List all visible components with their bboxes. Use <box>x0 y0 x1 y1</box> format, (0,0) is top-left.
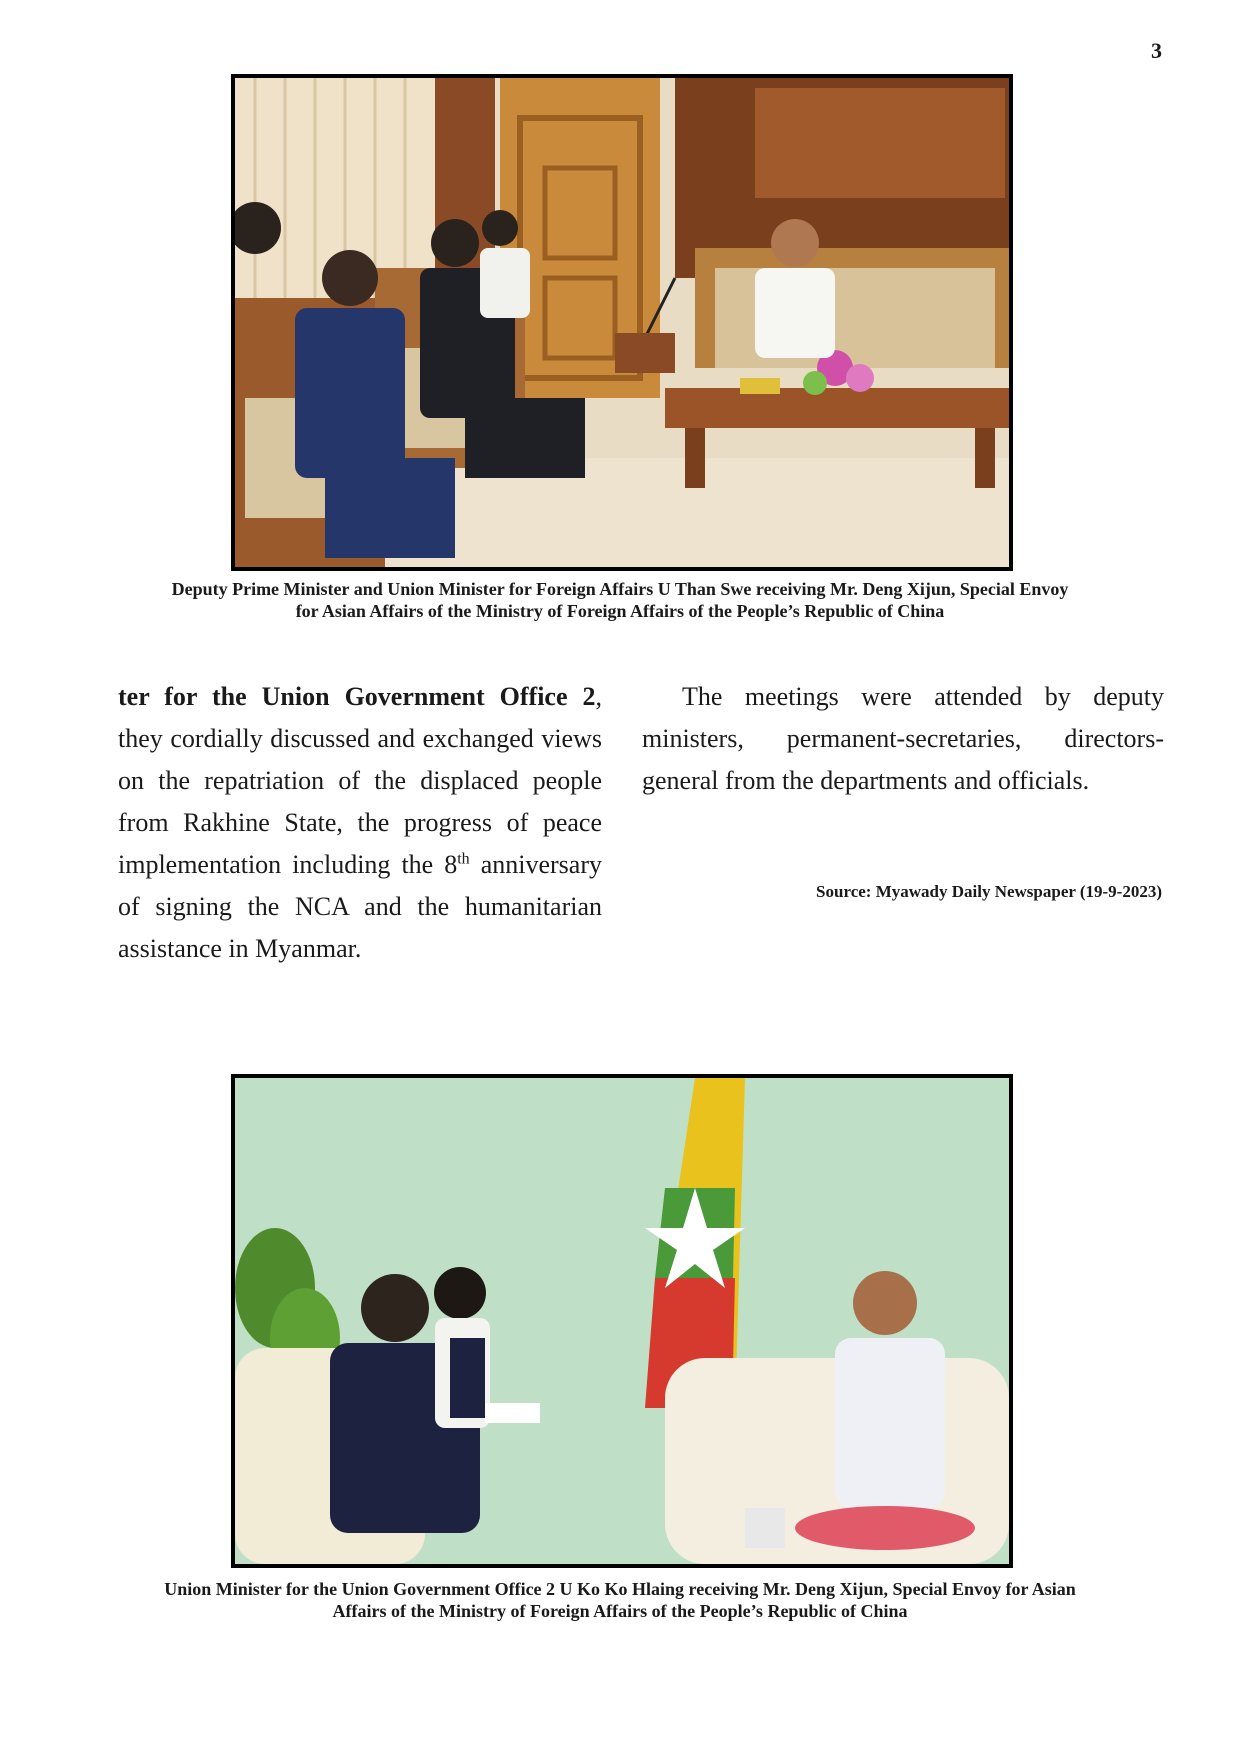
article-text-b: anniversary of signing the NCA and the humanitarian assistance in Myanmar. <box>118 850 602 963</box>
photo-caption-union-government-office: Union Minister for the Union Government Office 2 U Ko Ko Hlaing receiving Mr. Deng Xijun, Special Envoy for Asian Affairs of the Ministry of Foreign Affairs of the People’s Republic of China <box>164 1579 1076 1621</box>
source-credit: Source: Myawady Daily Newspaper (19-9-2023) <box>816 882 1162 901</box>
article-right-paragraph: The meetings were attended by deputy ministers, permanent-secretaries, directors-general from the departments and officials. <box>642 682 1164 795</box>
page-number: 3 <box>1151 38 1162 63</box>
photo-caption-foreign-affairs: Deputy Prime Minister and Union Minister for Foreign Affairs U Than Swe receiving Mr. Deng Xijun, Special Envoy for Asian Affairs of the Ministry of Foreign Affairs of the People’s Republic of China <box>171 579 1069 621</box>
article-lead-bold: ter for the Union Government Office 2 <box>118 682 596 711</box>
article-left-paragraph <box>118 676 602 970</box>
meeting-photo-foreign-affairs <box>231 74 1013 571</box>
article-right-column <box>642 676 1164 802</box>
article-text-a: , they cordially discussed and exchanged views on the repatriation of the displaced people from Rakhine State, the progress of peace implementation including the 8 <box>118 682 602 879</box>
meeting-photo-union-government-office <box>231 1074 1013 1568</box>
article-superscript: th <box>457 850 470 868</box>
article-left-column <box>118 676 602 970</box>
